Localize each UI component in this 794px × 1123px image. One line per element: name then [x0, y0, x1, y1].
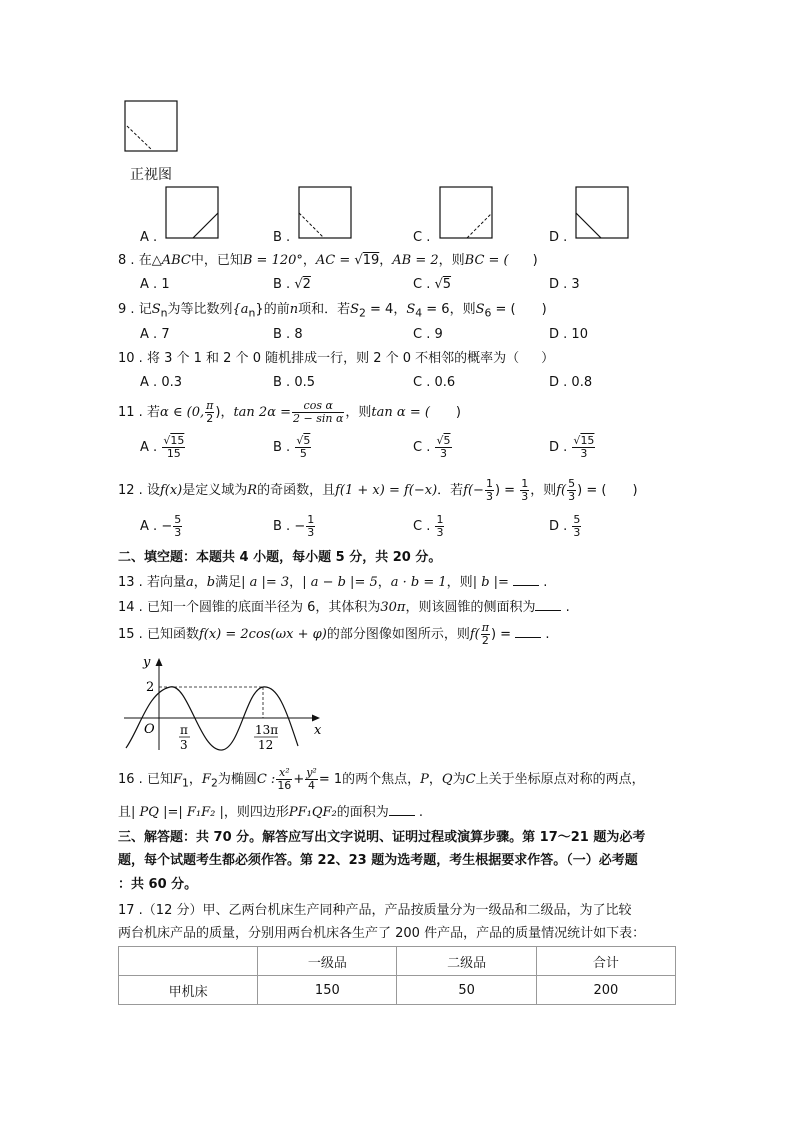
section-2-title: 二、填空题：本题共 4 小题，每小题 5 分，共 20 分。	[118, 550, 442, 565]
table-header-cell	[119, 947, 258, 976]
q9-text-d: 项和．若	[298, 302, 351, 317]
question-8: 8 . 在△ABC中，已知B = 120°，AC = √19，AB = 2，则BC = ( )	[118, 253, 538, 268]
q16-end: .	[418, 805, 424, 820]
q11-den: 2 − sin α	[293, 412, 344, 425]
q12-text-c: 的奇函数，且	[257, 483, 336, 498]
question-number: 14 .	[118, 600, 143, 615]
table-cell: 甲机床	[119, 976, 258, 1005]
q9-text: 记	[138, 302, 152, 317]
q16-answer-blank[interactable]	[389, 803, 415, 816]
figure-option-d-square	[575, 186, 630, 240]
q12-ask: ) = (	[577, 483, 607, 498]
q14-end: .	[565, 600, 570, 615]
q13-text-c: ，则	[446, 575, 473, 590]
x-tick-pi-3-num: π	[180, 723, 188, 737]
q10-option-c[interactable]: C . 0.6	[413, 375, 456, 390]
question-12: 12 . 设f(x)是定义域为R的奇函数，且f(1 + x) = f(−x)．若f(− $\frac{1}{3}$ ) = $\frac{1}{3}$ ，则f( $\frac{5}{3}$ ) = ( )	[118, 477, 638, 503]
q14-vol: 30π	[380, 600, 406, 615]
figure-option-b-label[interactable]: B .	[273, 230, 291, 245]
q8-cond2-rad: 19	[362, 253, 380, 268]
q9-s4-sub: 4	[415, 306, 423, 320]
q8-option-d[interactable]: D . 3	[549, 277, 580, 292]
q16-f2: F	[201, 772, 211, 787]
q15-text-b: 的部分图像如图所示，则	[326, 627, 470, 642]
q8-close: )	[532, 253, 538, 268]
q8-option-c[interactable]: C . √5	[413, 277, 452, 292]
q9-option-a[interactable]: A . 7	[140, 327, 170, 342]
q12-text: 设	[146, 483, 160, 498]
q9-n: n	[289, 302, 299, 317]
q16-cond: | PQ |=| F₁F₂ |	[131, 805, 224, 820]
q12-option-d[interactable]: D . $\frac{5}{3}$	[549, 513, 581, 539]
question-number: 16 .	[118, 772, 143, 787]
q9-s4: S	[406, 302, 416, 317]
q9-sn-sub: n	[160, 306, 168, 320]
q12-five: 5	[568, 477, 576, 490]
q8-stem-b: 中，已知	[190, 253, 243, 268]
q11-interval-close: )	[215, 405, 221, 420]
q16-quad: PF₁QF₂	[288, 805, 337, 820]
q12-R: R	[247, 483, 258, 498]
q13-ask: | b |=	[472, 575, 509, 590]
q13-text: 若向量	[146, 575, 186, 590]
q8-option-b[interactable]: B . √2	[273, 277, 311, 292]
front-view-label: 正视图	[130, 167, 172, 183]
x-tick-13pi-12-den: 12	[258, 738, 274, 752]
front-view-square	[124, 100, 180, 154]
y-axis-arrow	[156, 658, 163, 666]
q16-comma: ，	[188, 772, 202, 787]
q8-option-a[interactable]: A . 1	[140, 277, 170, 292]
figure-option-a-label[interactable]: A .	[140, 230, 158, 245]
q16-Q: Q	[441, 772, 453, 787]
q11-option-a[interactable]: A . $\frac{√15}{15}$	[140, 434, 185, 460]
figure-option-c-label[interactable]: C .	[413, 230, 431, 245]
q13-c2: | a − b |= 5	[302, 575, 378, 590]
q13-text-b: 满足	[215, 575, 242, 590]
section-3-line-2: 题，每个试题考生都必须作答。第 22、23 题为选考题，考生根据要求作答。（一）必考题	[118, 853, 638, 868]
q16-x2: x²	[276, 767, 292, 780]
question-16: 16 . 已知$F_1$，$F_2$为椭圆C : $\frac{\text{x²}}{16}$ + $\frac{\text{y²}}{4}$ = 1的两个焦点，P，Q为C上关于坐标原点对称的两点，	[118, 766, 645, 792]
q16-text-e: 上关于坐标原点对称的两点，	[475, 772, 645, 787]
question-17-line-2: 两台机床产品的质量，分别用两台机床各生产了 200 件产品，产品的质量情况统计如下表：	[118, 926, 646, 941]
q16-line2-b: ，则四边形	[223, 805, 289, 820]
q15-f: f(	[469, 627, 480, 642]
q16-text-d: 为	[452, 772, 466, 787]
q16-C: C	[465, 772, 476, 787]
question-number: 12 .	[118, 483, 143, 498]
q15-ask: ) =	[490, 627, 512, 642]
section-3-line-1: 三、解答题：共 70 分。解答应写出文字说明、证明过程或演算步骤。第 17～21 题为必考	[118, 830, 646, 845]
q10-close: ）	[541, 351, 555, 366]
x-tick-13pi-12-num: 13π	[255, 723, 279, 737]
q13-comma: ，	[193, 575, 207, 590]
q9-option-c[interactable]: C . 9	[413, 327, 443, 342]
q16-line2: 且	[118, 805, 132, 820]
q9-option-b[interactable]: B . 8	[273, 327, 303, 342]
q10-option-d[interactable]: D . 0.8	[549, 375, 593, 390]
q16-f2-sub: 2	[210, 776, 218, 790]
q12-option-a[interactable]: A . − $\frac{5}{3}$	[140, 513, 182, 539]
x-axis-label: x	[314, 723, 322, 738]
q8-cond1: B = 120°	[242, 253, 303, 268]
figure-option-c-square	[439, 186, 494, 240]
q11-ask: tan α = (	[371, 405, 430, 420]
q16-line2-c: 的面积为	[336, 805, 389, 820]
question-13: 13 . 若向量a，b满足| a |= 3，| a − b |= 5，a · b = 1，则| b |= .	[118, 575, 548, 590]
q16-text: 已知	[146, 772, 173, 787]
q8-triangle: △ABC	[151, 253, 191, 268]
q11-option-b[interactable]: B . $\frac{√5}{5}$	[273, 434, 311, 460]
q10-option-b[interactable]: B . 0.5	[273, 375, 316, 390]
question-number: 15 .	[118, 627, 143, 642]
q13-vec-a: a	[185, 575, 194, 590]
q12-f5: f(	[556, 483, 567, 498]
q9-an-sub: n	[248, 306, 256, 320]
question-number: 9 .	[118, 302, 135, 317]
q11-pi: π	[206, 399, 214, 412]
q16-text-c: 的两个焦点，	[342, 772, 421, 787]
question-17-line-1: 17 .（12 分）甲、乙两台机床生产同种产品，产品按质量分为一级品和二级品，为了比较	[118, 903, 632, 918]
quality-stats-table	[118, 946, 676, 1005]
q13-vec-b: b	[206, 575, 216, 590]
q13-c3: a · b = 1	[390, 575, 447, 590]
q14-text-b: ，则该圆锥的侧面积为	[405, 600, 536, 615]
q12-eqval: =	[504, 483, 516, 498]
q11-tan2a: tan 2α =	[233, 405, 292, 420]
q9-text-c: 的前	[263, 302, 290, 317]
q16-f1-sub: 1	[182, 776, 189, 790]
table-row	[119, 976, 676, 1005]
q16-16: 16	[277, 779, 292, 792]
q9-an-close: }	[255, 302, 264, 317]
q16-c: C :	[256, 772, 276, 787]
question-14	[118, 598, 570, 617]
q9-s6-sub: 6	[484, 306, 492, 320]
question-number: 13 .	[118, 575, 143, 590]
q12-option-b[interactable]: B . − $\frac{1}{3}$	[273, 513, 315, 539]
q9-s2-sub: 2	[359, 306, 366, 320]
q12-fneg: f(−	[463, 483, 484, 498]
table-cell: 200	[536, 976, 675, 1005]
q15-func: f(x) = 2cos(ωx + φ)	[198, 627, 327, 642]
q12-three: 3	[485, 490, 493, 503]
q12-one: 1	[485, 477, 493, 490]
q16-y2: y²	[306, 766, 317, 779]
figure-option-a-square	[165, 186, 220, 240]
q11-text: 若	[146, 405, 160, 420]
question-number: 8 .	[118, 253, 135, 268]
q12-text-b: 是定义域为	[182, 483, 248, 498]
question-16-line-2	[118, 803, 423, 822]
q14-text: 已知一个圆锥的底面半径为 6，其体积为	[146, 600, 381, 615]
q15-answer-blank[interactable]	[515, 625, 541, 638]
q12-option-c[interactable]: C . $\frac{1}{3}$	[413, 513, 444, 539]
q12-text-d: ．若	[437, 483, 464, 498]
q9-s4-val: = 6	[426, 302, 450, 317]
q9-text-e: ，则	[449, 302, 476, 317]
q16-f1: F	[172, 772, 182, 787]
question-9: 9 . 记$S_n$为等比数列$\{a_n\}$的前n项和．若$S_2 = 4$，$S_4 = 6$，则$S_6$ = ( )	[118, 302, 547, 320]
question-number: 11 .	[118, 405, 143, 420]
q8-cond2: AC =	[315, 253, 351, 268]
q12-fx: f(x)	[159, 483, 183, 498]
q15-pi: π	[481, 621, 489, 634]
q9-ask: = (	[495, 302, 516, 317]
q16-4: 4	[308, 779, 316, 792]
q10-option-a[interactable]: A . 0.3	[140, 375, 182, 390]
question-15	[118, 622, 549, 648]
q8-stem-c: ，则	[438, 253, 465, 268]
origin-label: O	[144, 722, 155, 737]
q13-c1: | a |= 3	[241, 575, 290, 590]
q16-text-b: 为椭圆	[217, 772, 257, 787]
q8-cond3: AB = 2	[392, 253, 439, 268]
table-header-cell: 二级品	[397, 947, 536, 976]
q9-an: {a	[232, 302, 249, 317]
section-3-line-3: ：共 60 分。	[118, 877, 198, 892]
x-tick-pi-3-den: 3	[180, 738, 188, 752]
q12-paren: )	[494, 483, 501, 498]
x-axis-arrow	[312, 715, 320, 722]
q9-sn: S	[151, 302, 161, 317]
figure-option-b-square	[298, 186, 353, 240]
q16-P: P	[420, 772, 429, 787]
q16-plus: +	[293, 772, 305, 787]
q15-text: 已知函数	[146, 627, 199, 642]
q11-option-c[interactable]: C . $\frac{√5}{3}$	[413, 434, 451, 460]
figure-option-d-label[interactable]: D .	[549, 230, 568, 245]
cosine-graph	[118, 650, 328, 755]
q11-interval: α ∈ (0,	[159, 405, 205, 420]
q13-end: .	[543, 575, 548, 590]
q13-answer-blank[interactable]	[513, 573, 539, 586]
q8-stem: 在	[138, 253, 152, 268]
q9-s6: S	[475, 302, 485, 317]
q15-two: 2	[481, 634, 489, 647]
q11-num: cos α	[292, 400, 344, 413]
y-axis-label: y	[143, 655, 151, 670]
q9-s2: S	[350, 302, 359, 317]
table-cell: 50	[397, 976, 536, 1005]
q12-close: )	[632, 483, 638, 498]
table-header-cell: 合计	[536, 947, 675, 976]
q9-text-b: 为等比数列	[167, 302, 233, 317]
y-tick-2: 2	[146, 680, 155, 695]
q14-answer-blank[interactable]	[535, 598, 561, 611]
q11-option-d[interactable]: D . $\frac{√15}{3}$	[549, 434, 595, 460]
question-number: 10 .	[118, 351, 143, 366]
q11-two: 2	[206, 412, 214, 425]
q10-text: 将 3 个 1 和 2 个 0 随机排成一行，则 2 个 0 不相邻的概率为（	[146, 351, 520, 366]
table-header-row	[119, 947, 676, 976]
q11-close: )	[455, 405, 461, 420]
q16-eq1: = 1	[318, 772, 343, 787]
q9-close: )	[541, 302, 547, 317]
question-11: 11 . 若α ∈ (0, $\frac{\pi}{2}$ )，tan 2α = $\frac{\text{cos α}}{\text{2 − sin α}}$ ，则tan α = ( )	[118, 399, 461, 425]
question-10	[118, 350, 554, 368]
q8-ask: BC = (	[464, 253, 509, 268]
q12-eq: f(1 + x) = f(−x)	[335, 483, 438, 498]
q9-s2-val: = 4	[370, 302, 394, 317]
q11-text-b: ，则	[345, 405, 372, 420]
table-header-cell: 一级品	[258, 947, 397, 976]
q9-option-d[interactable]: D . 10	[549, 327, 588, 342]
q12-text-e: ，则	[530, 483, 557, 498]
q15-end: .	[545, 627, 550, 642]
table-cell: 150	[258, 976, 397, 1005]
